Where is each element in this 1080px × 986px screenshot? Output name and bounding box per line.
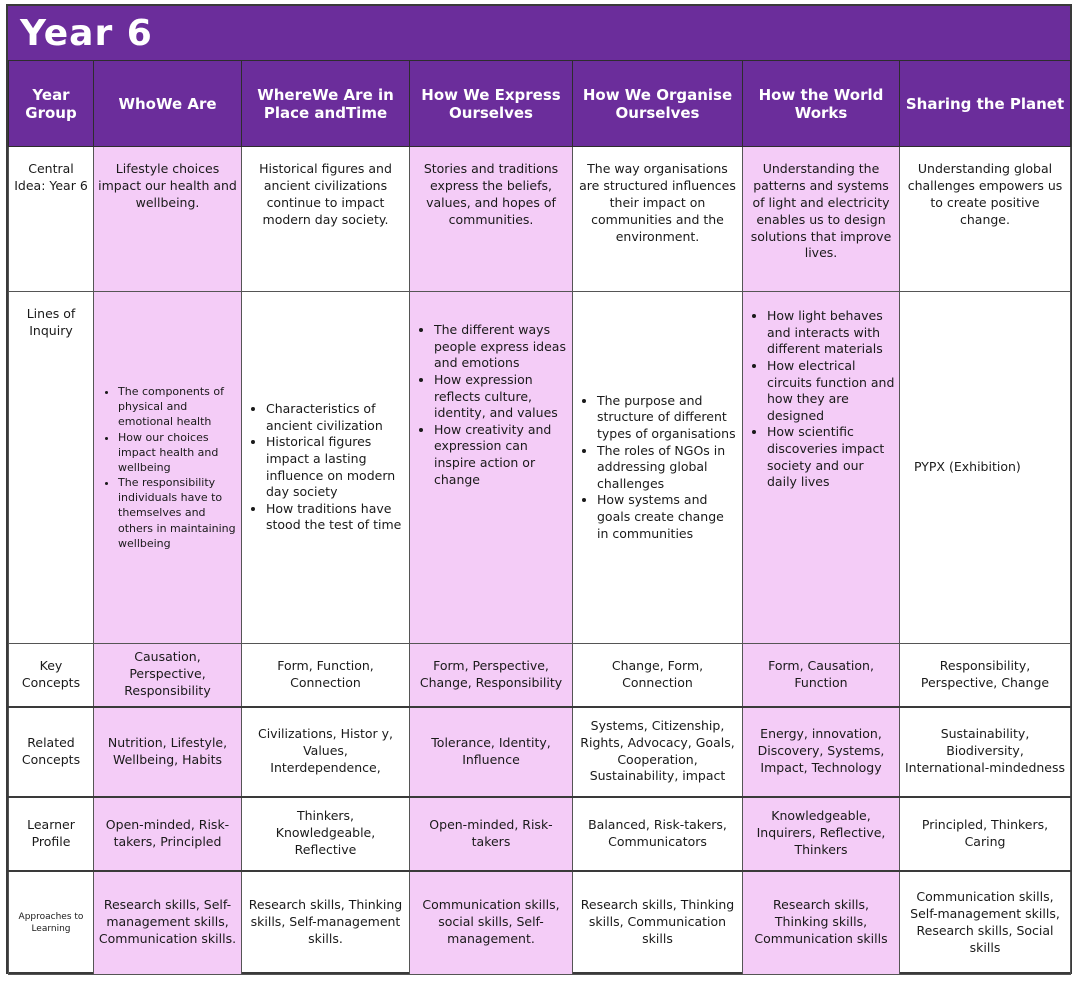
inquiry-cell <box>410 292 573 644</box>
related-concepts-cell: Civilizations, Histor y, Values, Interdependence, <box>242 707 410 797</box>
central-idea-cell: Understanding the patterns and systems of light and electricity enables us to design solutions that improve lives. <box>743 147 900 292</box>
learner-profile-cell: Principled, Thinkers, Caring <box>900 797 1071 871</box>
inquiry-item: • How scientific discoveries impact society and our daily lives <box>767 424 895 491</box>
inquiry-cell <box>242 292 410 644</box>
header-where-we-are: WhereWe Are in Place andTime <box>242 61 410 147</box>
row-label-lines-of-inquiry: Lines of Inquiry <box>9 292 94 644</box>
inquiry-item: • How electrical circuits function and how they are designed <box>767 358 895 425</box>
header-sharing-planet: Sharing the Planet <box>900 61 1071 147</box>
inquiry-item: • How our choices impact health and wellbeing <box>118 430 237 476</box>
inquiry-list <box>747 308 895 491</box>
key-concepts-cell: Form, Causation, Function <box>743 644 900 707</box>
central-idea-cell: Understanding global challenges empowers us to create positive change. <box>900 147 1071 292</box>
inquiry-list <box>414 322 568 488</box>
inquiry-cell <box>573 292 743 644</box>
row-label-related-concepts: Related Concepts <box>9 707 94 797</box>
header-who-we-are: WhoWe Are <box>94 61 242 147</box>
approaches-cell: Communication skills, social skills, Self-management. <box>410 871 573 975</box>
approaches-cell: Research skills, Thinking skills, Communication skills <box>573 871 743 975</box>
related-concepts-cell: Nutrition, Lifestyle, Wellbeing, Habits <box>94 707 242 797</box>
learner-profile-cell: Knowledgeable, Inquirers, Reflective, Thinkers <box>743 797 900 871</box>
approaches-row <box>9 871 1071 975</box>
central-idea-cell: Lifestyle choices impact our health and wellbeing. <box>94 147 242 292</box>
lines-of-inquiry-row <box>9 292 1071 644</box>
key-concepts-cell: Responsibility, Perspective, Change <box>900 644 1071 707</box>
inquiry-item: • The different ways people express ideas and emotions <box>434 322 568 372</box>
inquiry-item: • The roles of NGOs in addressing global challenges <box>597 443 738 493</box>
central-idea-row <box>9 147 1071 292</box>
inquiry-cell <box>94 292 242 644</box>
key-concepts-cell: Form, Function, Connection <box>242 644 410 707</box>
related-concepts-cell: Energy, innovation, Discovery, Systems, Impact, Technology <box>743 707 900 797</box>
header-row <box>9 61 1071 147</box>
header-how-world-works: How the World Works <box>743 61 900 147</box>
header-how-we-organise: How We Organise Ourselves <box>573 61 743 147</box>
inquiry-list <box>577 393 738 543</box>
approaches-cell: Research skills, Self-management skills, Communication skills. <box>94 871 242 975</box>
inquiry-item: • How light behaves and interacts with different materials <box>767 308 895 358</box>
inquiry-item: • How expression reflects culture, identity, and values <box>434 372 568 422</box>
learner-profile-cell: Open-minded, Risk-takers <box>410 797 573 871</box>
key-concepts-cell: Causation, Perspective, Responsibility <box>94 644 242 707</box>
inquiry-list <box>98 384 237 551</box>
inquiry-item: • How systems and goals create change in communities <box>597 492 738 542</box>
learner-profile-cell: Thinkers, Knowledgeable, Reflective <box>242 797 410 871</box>
approaches-cell: Research skills, Thinking skills, Self-management skills. <box>242 871 410 975</box>
page-title: Year 6 <box>8 6 1070 60</box>
central-idea-cell: Stories and traditions express the beliefs, values, and hopes of communities. <box>410 147 573 292</box>
central-idea-cell: Historical figures and ancient civilizations continue to impact modern day society. <box>242 147 410 292</box>
key-concepts-cell: Form, Perspective, Change, Responsibility <box>410 644 573 707</box>
related-concepts-row <box>9 707 1071 797</box>
row-label-learner-profile: Learner Profile <box>9 797 94 871</box>
inquiry-item: • The components of physical and emotional health <box>118 384 237 430</box>
inquiry-item: • The purpose and structure of different types of organisations <box>597 393 738 443</box>
inquiry-item: • Characteristics of ancient civilization <box>266 401 405 434</box>
row-label-approaches: Approaches to Learning <box>9 871 94 975</box>
learner-profile-cell: Balanced, Risk-takers, Communicators <box>573 797 743 871</box>
key-concepts-cell: Change, Form, Connection <box>573 644 743 707</box>
row-label-central-idea: Central Idea: Year 6 <box>9 147 94 292</box>
inquiry-list <box>246 401 405 534</box>
approaches-cell: Research skills, Thinking skills, Communication skills <box>743 871 900 975</box>
approaches-cell: Communication skills, Self-management skills, Research skills, Social skills <box>900 871 1071 975</box>
inquiry-item: • Historical figures impact a lasting influence on modern day society <box>266 434 405 501</box>
header-year-group: Year Group <box>9 61 94 147</box>
inquiry-item: • The responsibility individuals have to themselves and others in maintaining wellbeing <box>118 475 237 551</box>
inquiry-item: • How creativity and expression can inspire action or change <box>434 422 568 489</box>
learner-profile-row <box>9 797 1071 871</box>
curriculum-table <box>8 60 1071 975</box>
header-how-we-express: How We Express Ourselves <box>410 61 573 147</box>
key-concepts-row <box>9 644 1071 707</box>
related-concepts-cell: Sustainability, Biodiversity, International-mindedness <box>900 707 1071 797</box>
row-label-key-concepts: Key Concepts <box>9 644 94 707</box>
learner-profile-cell: Open-minded, Risk-takers, Principled <box>94 797 242 871</box>
inquiry-cell-pypx: PYPX (Exhibition) <box>900 292 1071 644</box>
inquiry-item: • How traditions have stood the test of time <box>266 501 405 534</box>
curriculum-sheet <box>6 4 1072 974</box>
inquiry-cell <box>743 292 900 644</box>
related-concepts-cell: Tolerance, Identity, Influence <box>410 707 573 797</box>
related-concepts-cell: Systems, Citizenship, Rights, Advocacy, Goals, Cooperation, Sustainability, impact <box>573 707 743 797</box>
central-idea-cell: The way organisations are structured influences their impact on communities and the environment. <box>573 147 743 292</box>
